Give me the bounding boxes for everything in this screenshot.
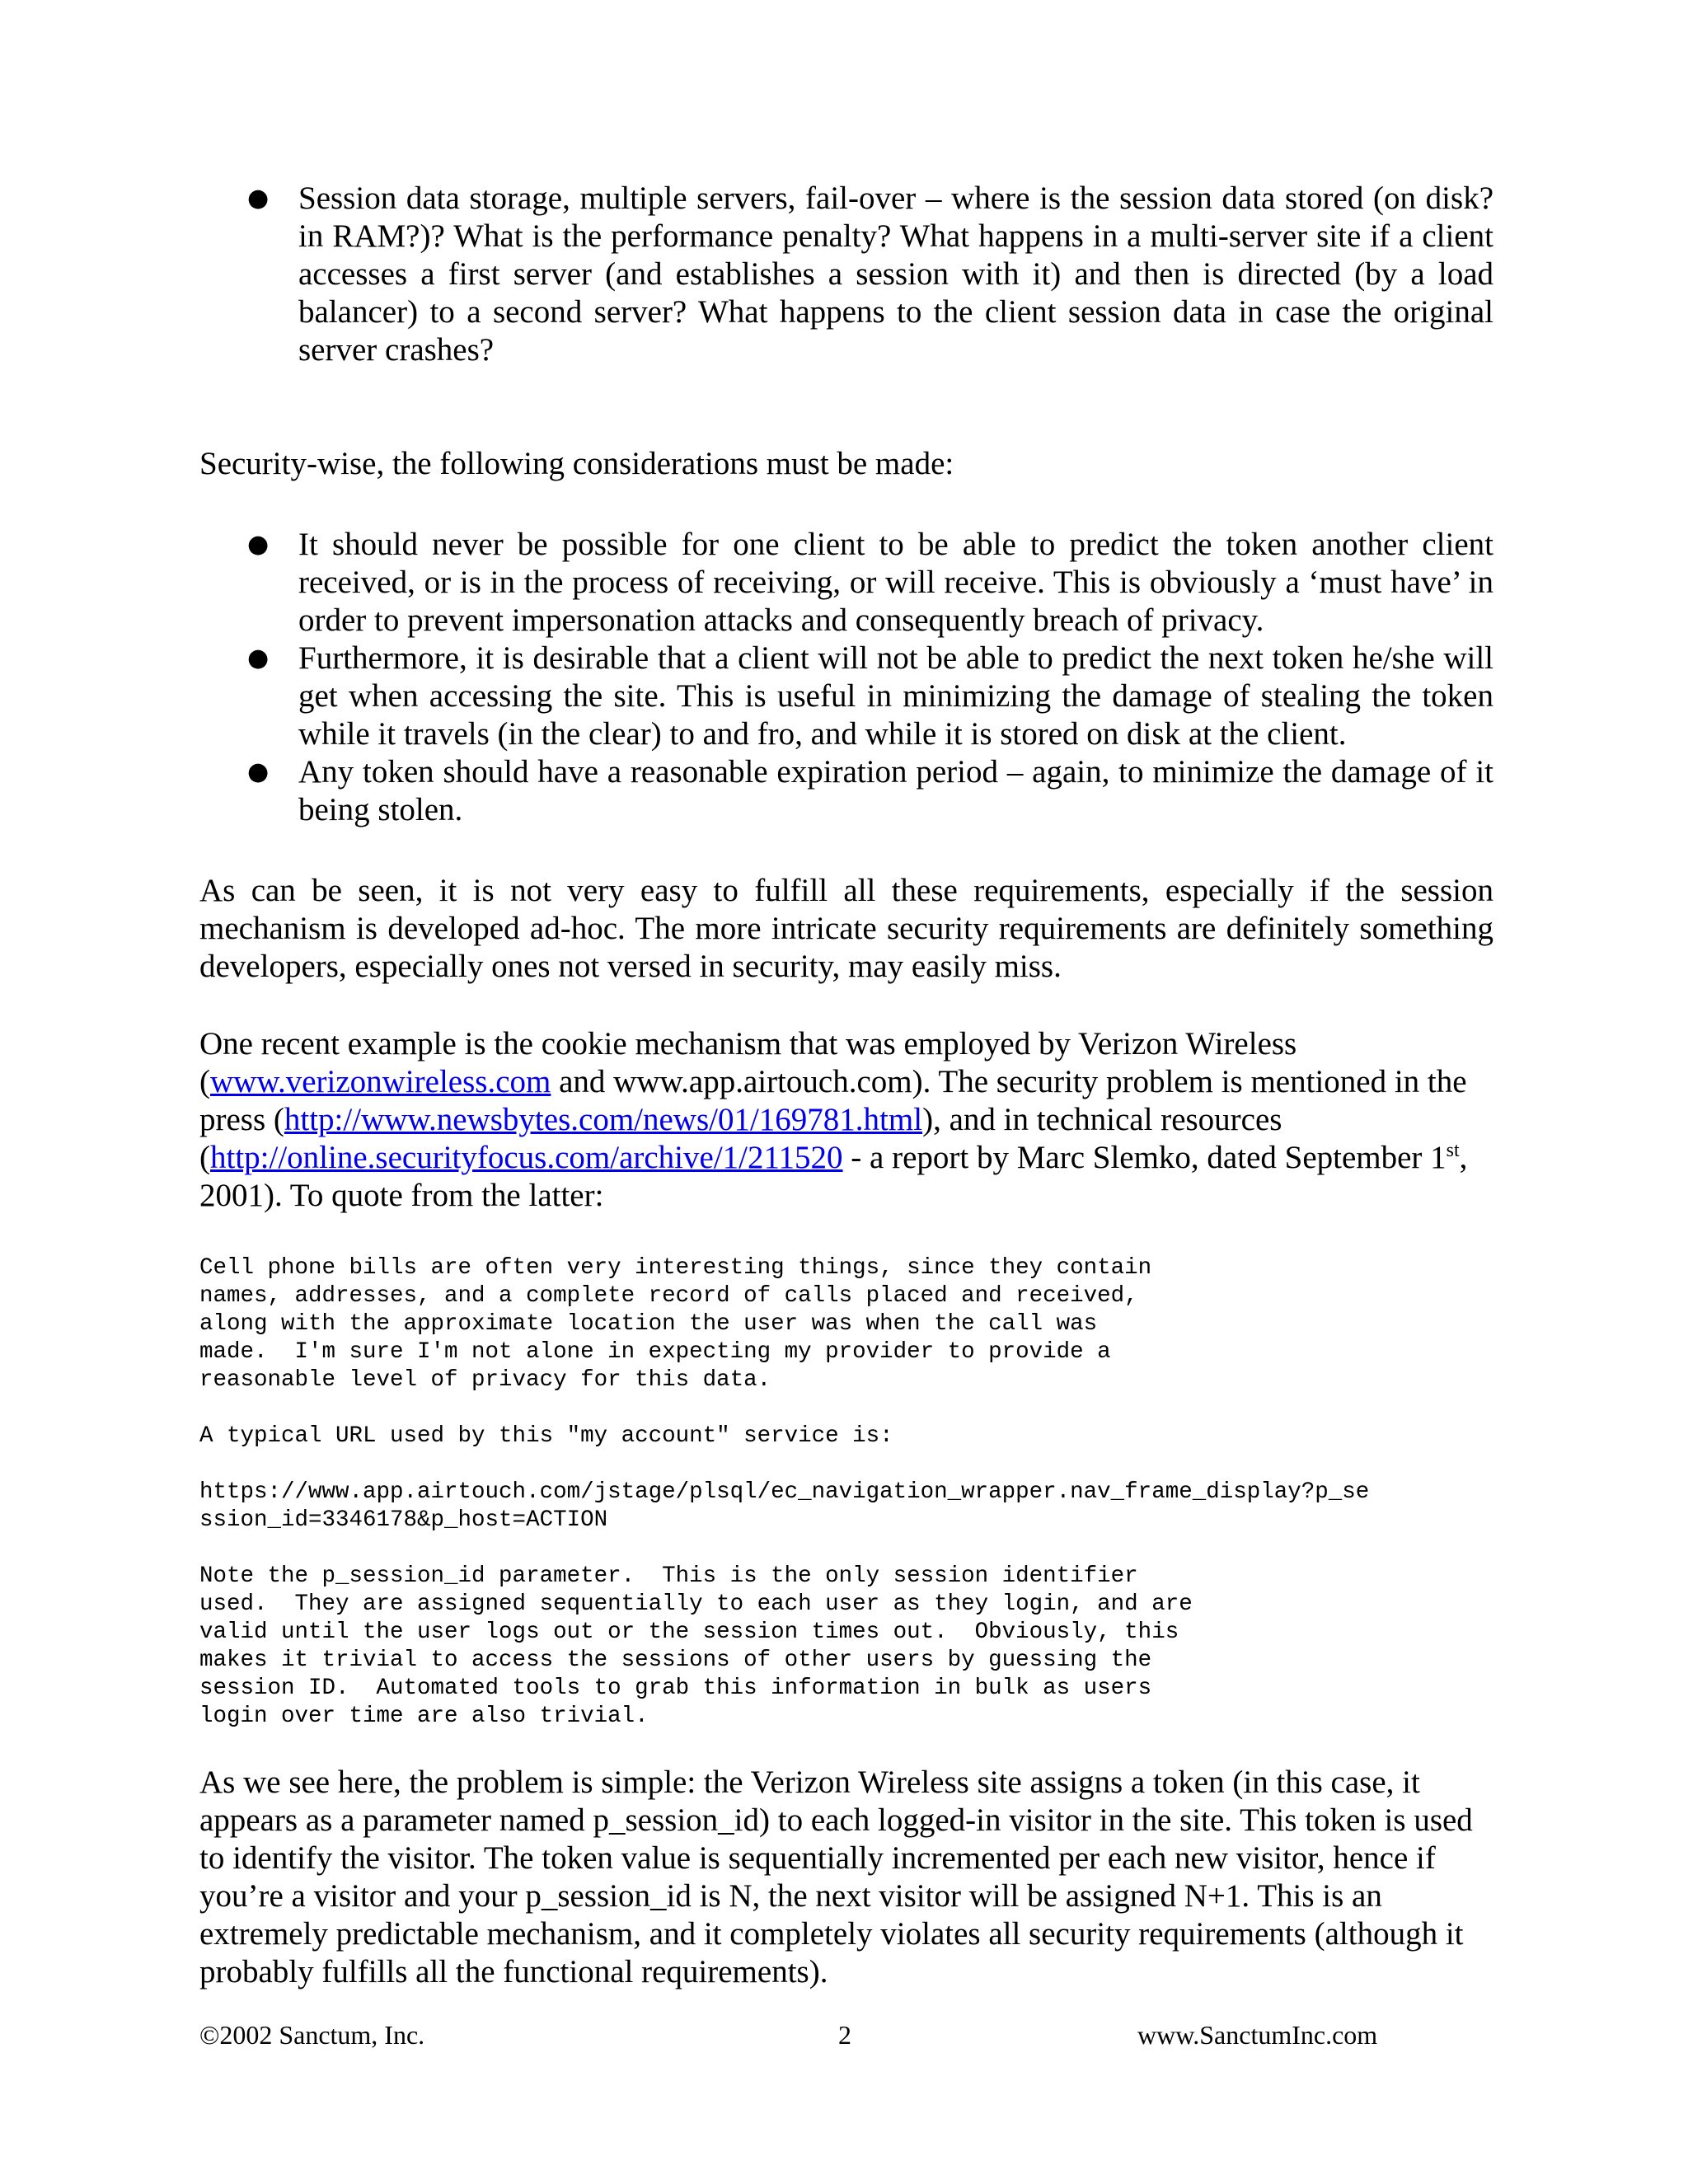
bullet-icon: ● <box>247 184 270 213</box>
page-number: 2 <box>838 2020 851 2050</box>
quote-block-session-id: Note the p_session_id parameter. This is the only session identifier used. They are assigned sequentially to each user as they login, and are valid until the user logs out or the session times out. Obviously, this makes it trivial to access the sessions of other users by guessing the session ID. Automated tools to grab this information in bulk as users login over time are also trivial. <box>199 1563 1193 1729</box>
ordinal-suffix: st <box>1446 1140 1460 1161</box>
conclusion-paragraph: As we see here, the problem is simple: the Verizon Wireless site assigns a token (in this case, it appears as a parameter named p_session_id) to each logged-in visitor in the site. This token is used to identify the visitor. The token value is sequentially incremented per each new visitor, hence if you’re a visitor and your p_session_id is N, the next visitor will be assigned N+1. This is an extremely predictable mechanism, and it completely violates all security requirements (although it probably fulfills all the functional requirements). <box>199 1765 1473 1990</box>
example-text-2: and www.app.airtouch.com). The security problem is mentioned in the press ( <box>199 1064 1467 1137</box>
list-item <box>199 753 1493 829</box>
verizon-link[interactable]: www.verizonwireless.com <box>210 1064 551 1099</box>
example-text-1: One recent example is the cookie mechanism that was employed by Verizon Wireless ( <box>199 1026 1297 1099</box>
list-item <box>199 526 1493 640</box>
bullet-list-security <box>199 526 1493 829</box>
bullet-icon: ● <box>247 530 270 559</box>
example-text-4: - a report by Marc Slemko, dated September 1 <box>842 1140 1447 1175</box>
bullet-list-session <box>199 180 1493 369</box>
bullet-icon: ● <box>247 644 270 673</box>
lead-in-paragraph: Security-wise, the following considerations must be made: <box>199 446 954 481</box>
quote-block-url: https://www.app.airtouch.com/jstage/plsql/ec_navigation_wrapper.nav_frame_display?p_se ssion_id=3346178&p_host=ACTION <box>199 1479 1370 1533</box>
list-item-text: Any token should have a reasonable expiration period – again, to minimize the damage of it being stolen. <box>298 754 1493 827</box>
quote-block-privacy: Cell phone bills are often very interesting things, since they contain names, addresses, and a complete record of calls placed and received, along with the approximate location the user was when the call was made. I'm sure I'm not alone in expecting my provider to provide a reasonable level of privacy for this data. <box>199 1255 1152 1393</box>
copyright: ©2002 Sanctum, Inc. <box>199 2020 425 2050</box>
newsbytes-link[interactable]: http://www.newsbytes.com/news/01/169781.html <box>284 1102 923 1137</box>
bullet-icon: ● <box>247 757 270 786</box>
example-text-5: , 2001). To quote from the latter: <box>199 1140 1468 1213</box>
list-item-text: Session data storage, multiple servers, fail-over – where is the session data stored (on disk? in RAM?)? What is the performance penalty? What happens in a multi-server site if a client accesses a first server (and establishes a session with it) and then is directed (by a load balancer) to a second server? What happens to the client session data in case the original server crashes? <box>298 180 1493 368</box>
list-item-text: It should never be possible for one client to be able to predict the token another client received, or is in the process of receiving, or will receive. This is obviously a ‘must have’ in order to prevent impersonation attacks and consequently breach of privacy. <box>298 527 1493 638</box>
requirements-paragraph: As can be seen, it is not very easy to fulfill all these requirements, especially if the session mechanism is developed ad-hoc. The more intricate security requirements are definitely something developers, especially ones not versed in security, may easily miss. <box>199 873 1493 984</box>
website-url: www.SanctumInc.com <box>1137 2020 1378 2050</box>
example-text-3: ), and in technical resources ( <box>199 1102 1282 1175</box>
example-paragraph <box>199 1025 1493 1215</box>
list-item <box>199 180 1493 369</box>
quote-block-url-intro: A typical URL used by this "my account" service is: <box>199 1423 893 1449</box>
list-item-text: Furthermore, it is desirable that a client will not be able to predict the next token he/she will get when accessing the site. This is useful in minimizing the damage of stealing the token while it travels (in the clear) to and fro, and while it is stored on disk at the client. <box>298 640 1493 752</box>
securityfocus-link[interactable]: http://online.securityfocus.com/archive/1/211520 <box>210 1140 843 1175</box>
list-item <box>199 640 1493 753</box>
